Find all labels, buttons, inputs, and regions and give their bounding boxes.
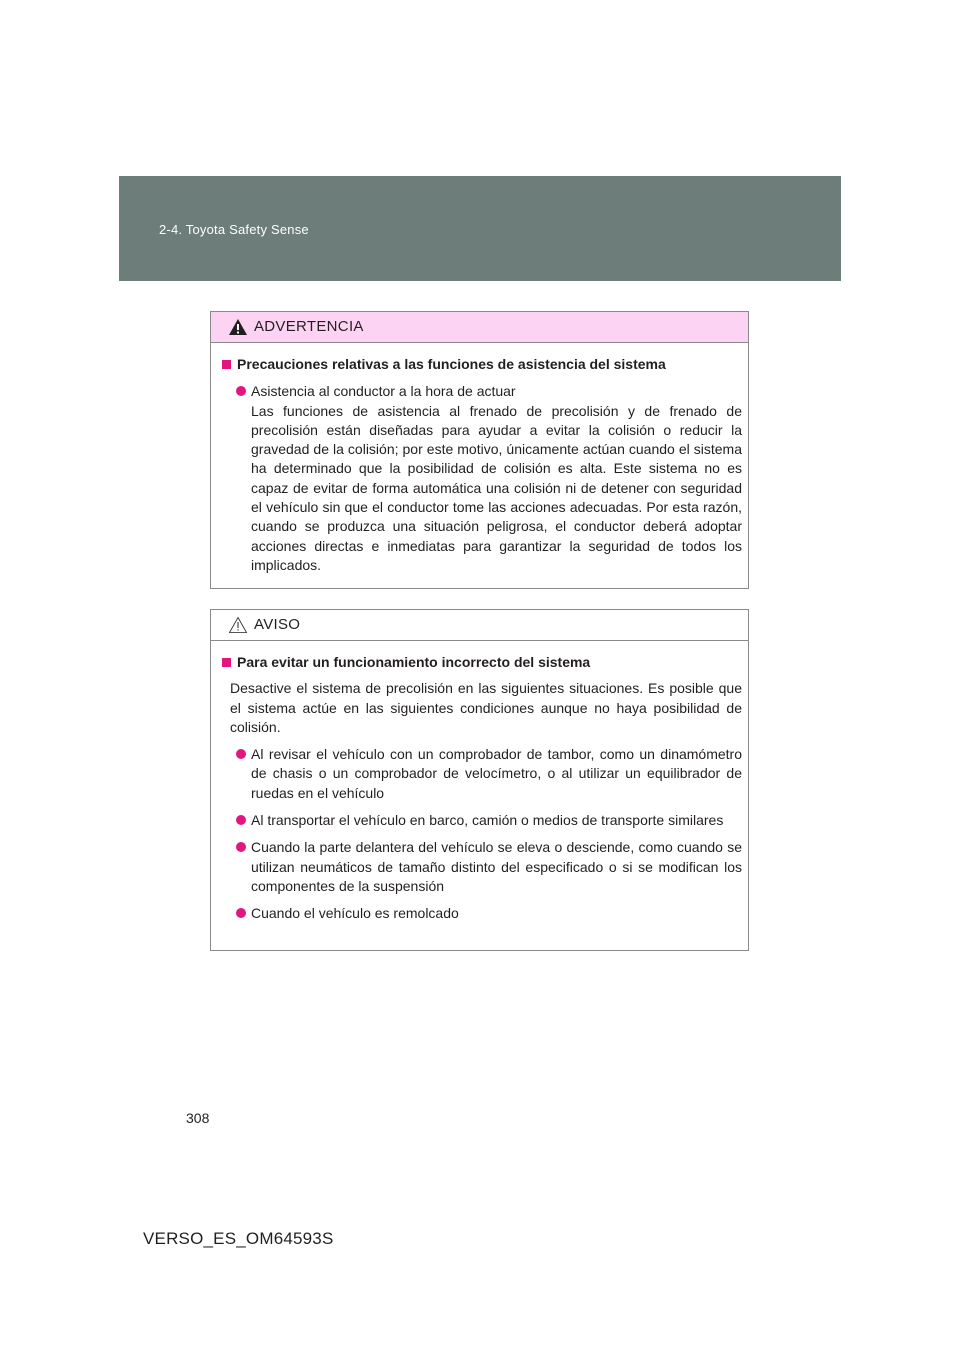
bullet-text: Las funciones de asistencia al frenado de precolisión y de frenado de precolisión están diseñadas para ayudar a evitar la colisión o reducir la gravedad de la colisión; por este motivo, únicamente actúan cuando el sistema ha determinado que la posibilidad de colisión es alta. Este sistema no es capaz de evitar de forma automática una colisión ni de detener con seguridad el vehículo sin que el conductor tome las acciones adecuadas. Por esta razón, cuando se produzca una situación peligrosa, el conductor deberá adoptar acciones directas e inmediatas para garantizar la seguridad de todos los implicados. bbox=[251, 402, 742, 573]
circle-bullet-icon bbox=[236, 842, 246, 852]
caution-triangle-outline-icon bbox=[228, 616, 248, 634]
circle-bullet-icon bbox=[236, 908, 246, 918]
notice-heading: Para evitar un funcionamiento incorrecto del sistema bbox=[221, 653, 742, 672]
notice-box-header bbox=[211, 610, 748, 641]
list-item: Al revisar el vehículo con un comprobador de tambor, como un dinamómetro de chasis o un comprobador de velocímetro, o al utilizar un equilibrador de ruedas en el vehículo bbox=[221, 745, 742, 803]
bullet-title: Asistencia al conductor a la hora de actuar bbox=[251, 383, 516, 400]
warning-title: ADVERTENCIA bbox=[254, 318, 364, 335]
document-code: VERSO_ES_OM64593S bbox=[143, 1229, 334, 1248]
list-item: Cuando el vehículo es remolcado bbox=[221, 904, 742, 923]
square-bullet-icon bbox=[222, 360, 231, 369]
square-bullet-icon bbox=[222, 658, 231, 667]
list-item: Al transportar el vehículo en barco, camión o medios de transporte similares bbox=[221, 811, 742, 830]
warning-box bbox=[210, 311, 749, 589]
page-number: 308 bbox=[186, 1110, 210, 1126]
circle-bullet-icon bbox=[236, 386, 246, 396]
section-title: 2-4. Toyota Safety Sense bbox=[159, 222, 309, 237]
warning-triangle-icon bbox=[228, 318, 248, 336]
warning-box-header bbox=[211, 312, 748, 343]
list-item: Cuando la parte delantera del vehículo se eleva o desciende, como cuando se utilizan neumáticos de tamaño distinto del especificado o si se modifican los componentes de la suspensión bbox=[221, 838, 742, 896]
circle-bullet-icon bbox=[236, 815, 246, 825]
circle-bullet-icon bbox=[236, 749, 246, 759]
section-header-band bbox=[119, 176, 841, 281]
notice-title: AVISO bbox=[254, 616, 301, 633]
notice-box bbox=[210, 609, 749, 951]
notice-intro: Desactive el sistema de precolisión en las siguientes situaciones. Es posible que el sistema actúe en las siguientes condiciones aunque no haya posibilidad de colisión. bbox=[230, 680, 742, 735]
list-item bbox=[221, 382, 742, 575]
warning-heading: Precauciones relativas a las funciones de asistencia del sistema bbox=[221, 355, 742, 374]
